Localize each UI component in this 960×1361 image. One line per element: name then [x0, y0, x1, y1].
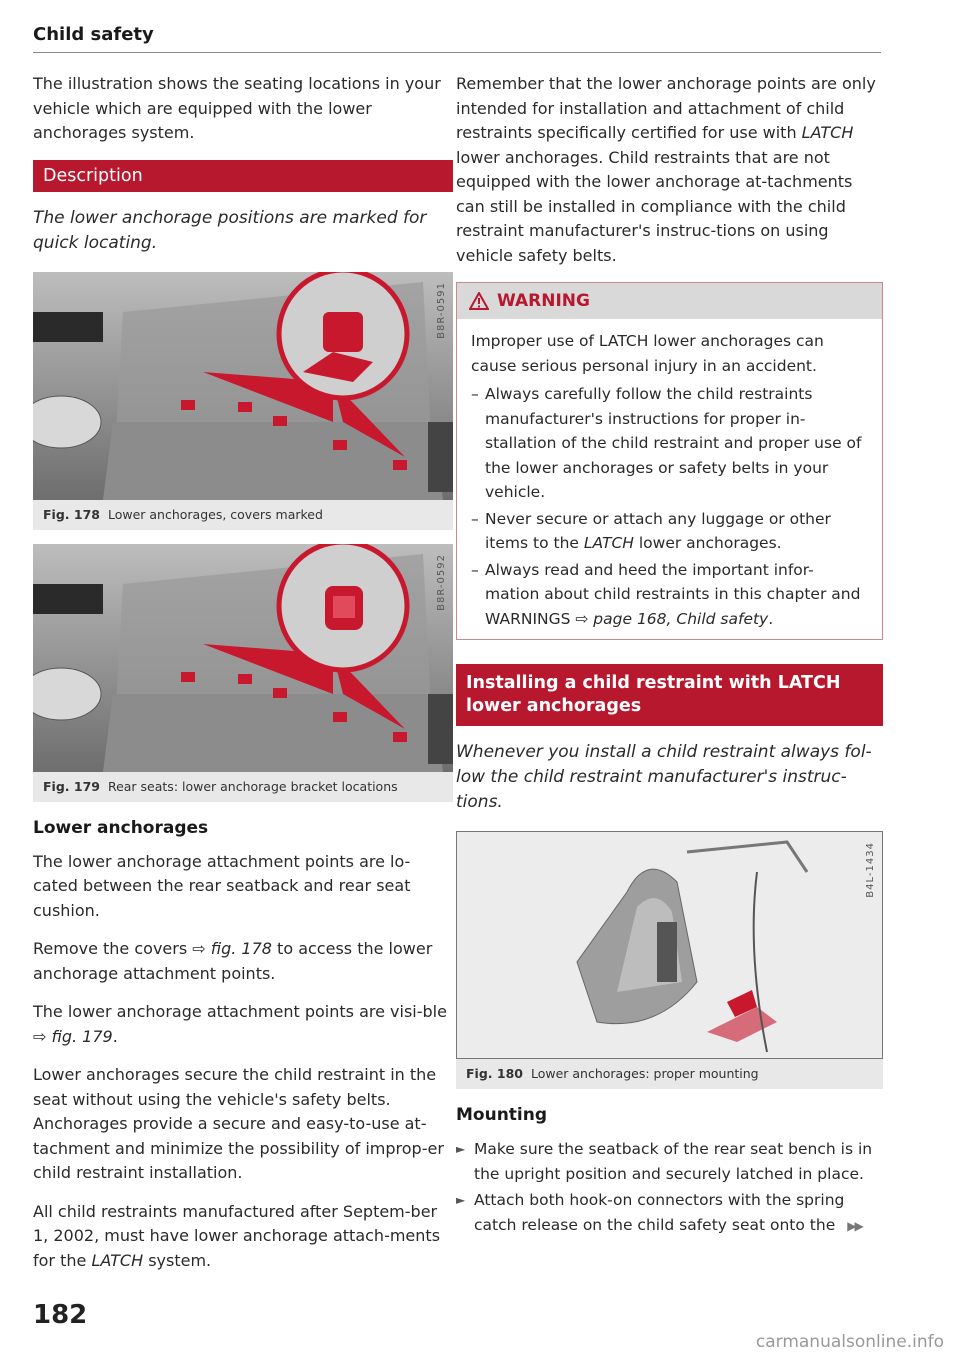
step-arrow-icon: ► — [456, 1193, 466, 1207]
child-seat-illustration — [457, 832, 882, 1058]
mounting-heading: Mounting — [456, 1105, 548, 1125]
left-column — [33, 72, 453, 1287]
figure-179-link[interactable]: ⇨ fig. 179 — [33, 1026, 113, 1046]
caption-text: Lower anchorages, covers marked — [107, 506, 323, 522]
remember-paragraph: Remember that the lower anchorage points are only intended for installation and attachment of child restraints specifically certified for use with LATCH lower anchorages. Child restraints that are not equipped with the lower anchorage at-tachments can still be installed in compliance with the child restraint manufacturer's instruc-tions on using vehicle safety belts. — [456, 74, 876, 265]
figure-179 — [33, 544, 453, 772]
continue-arrow-icon: ▶▶ — [847, 1218, 862, 1233]
figure-label: Fig. 180 — [466, 1066, 523, 1081]
lower-anchorages-heading: Lower anchorages — [33, 817, 209, 838]
page-168-link[interactable]: ⇨ page 168, Child safety — [575, 609, 769, 628]
visible-points-paragraph: The lower anchorage attachment points are visi-ble ⇨ fig. 179. — [33, 1002, 447, 1046]
figure-label: Fig. 178 — [43, 506, 100, 522]
rear-seat-brackets-illustration — [33, 544, 453, 772]
warning-bullet: – Always read and heed the important infor-mation about child restraints in this chapter and WARNINGS ⇨ page 168, Child safety. — [471, 560, 861, 628]
lower-anchorages-paragraph: The lower anchorage attachment points are lo-cated between the rear seatback and rear seat cushion. — [33, 851, 411, 920]
secure-restraint-paragraph: Lower anchorages secure the child restraint in the seat without using the vehicle's safety belts. Anchorages provide a secure and easy-to-use at-tachment and minimize the possibility of improp-er child restraint installation. — [33, 1065, 444, 1182]
intro-paragraph: The illustration shows the seating locations in your vehicle which are equipped with the lower anchorages system. — [33, 74, 441, 142]
section-title: Child safety — [33, 24, 154, 45]
description-heading: Description — [33, 160, 453, 192]
warning-bullet: – Never secure or attach any luggage or other items to the LATCH lower anchorages. — [471, 509, 831, 552]
warning-body — [457, 319, 882, 639]
warning-title: WARNING — [497, 291, 590, 311]
right-column — [456, 72, 883, 1240]
figure-178-caption — [33, 500, 453, 530]
warning-bullet: – Always carefully follow the child restraints manufacturer's instructions for proper in-stallation of the child restraint and proper use of the lower anchorages or safety belts in your vehicle. — [471, 385, 862, 501]
caption-text: Lower anchorages: proper mounting — [530, 1066, 759, 1081]
warning-intro: Improper use of LATCH lower anchorages can cause serious personal injury in an accident. — [471, 332, 824, 375]
installing-heading: Installing a child restraint with LATCH lower anchorages — [456, 664, 883, 726]
mounting-step: ► Make sure the seatback of the rear seat bench is in the upright position and securely latched in place. — [456, 1137, 883, 1186]
figure-180-caption — [456, 1059, 883, 1089]
figure-180 — [456, 831, 883, 1059]
figure-code: B8R-0591 — [436, 281, 447, 339]
page-number: 182 — [33, 1300, 88, 1330]
header-divider — [33, 52, 881, 53]
description-intro: The lower anchorage positions are marked for quick locating. — [33, 207, 427, 253]
figure-label: Fig. 179 — [43, 778, 100, 794]
manufactured-after-paragraph: All child restraints manufactured after Septem-ber 1, 2002, must have lower anchorage attach-ments for the LATCH system. — [33, 1201, 441, 1270]
step-arrow-icon: ► — [456, 1142, 466, 1156]
figure-178-link[interactable]: ⇨ fig. 178 — [192, 939, 272, 958]
warning-box — [456, 282, 883, 640]
warning-header — [457, 283, 882, 319]
watermark: carmanualsonline.info — [755, 1332, 944, 1352]
warning-icon — [469, 292, 489, 310]
figure-178 — [33, 272, 453, 500]
mounting-step: ► Attach both hook-on connectors with the spring catch release on the child safety seat onto the ▶▶ — [456, 1188, 883, 1238]
installing-intro: Whenever you install a child restraint always fol-low the child restraint manufacturer's instruc-tions. — [456, 742, 872, 812]
figure-code: B8R-0592 — [436, 553, 447, 611]
remove-covers-paragraph: Remove the covers ⇨ fig. 178 to access the lower anchorage attachment points. — [33, 939, 433, 983]
figure-code: B4L-1434 — [865, 842, 876, 898]
rear-seat-covers-illustration — [33, 272, 453, 500]
caption-text: Rear seats: lower anchorage bracket locations — [107, 778, 398, 794]
figure-179-caption — [33, 772, 453, 802]
